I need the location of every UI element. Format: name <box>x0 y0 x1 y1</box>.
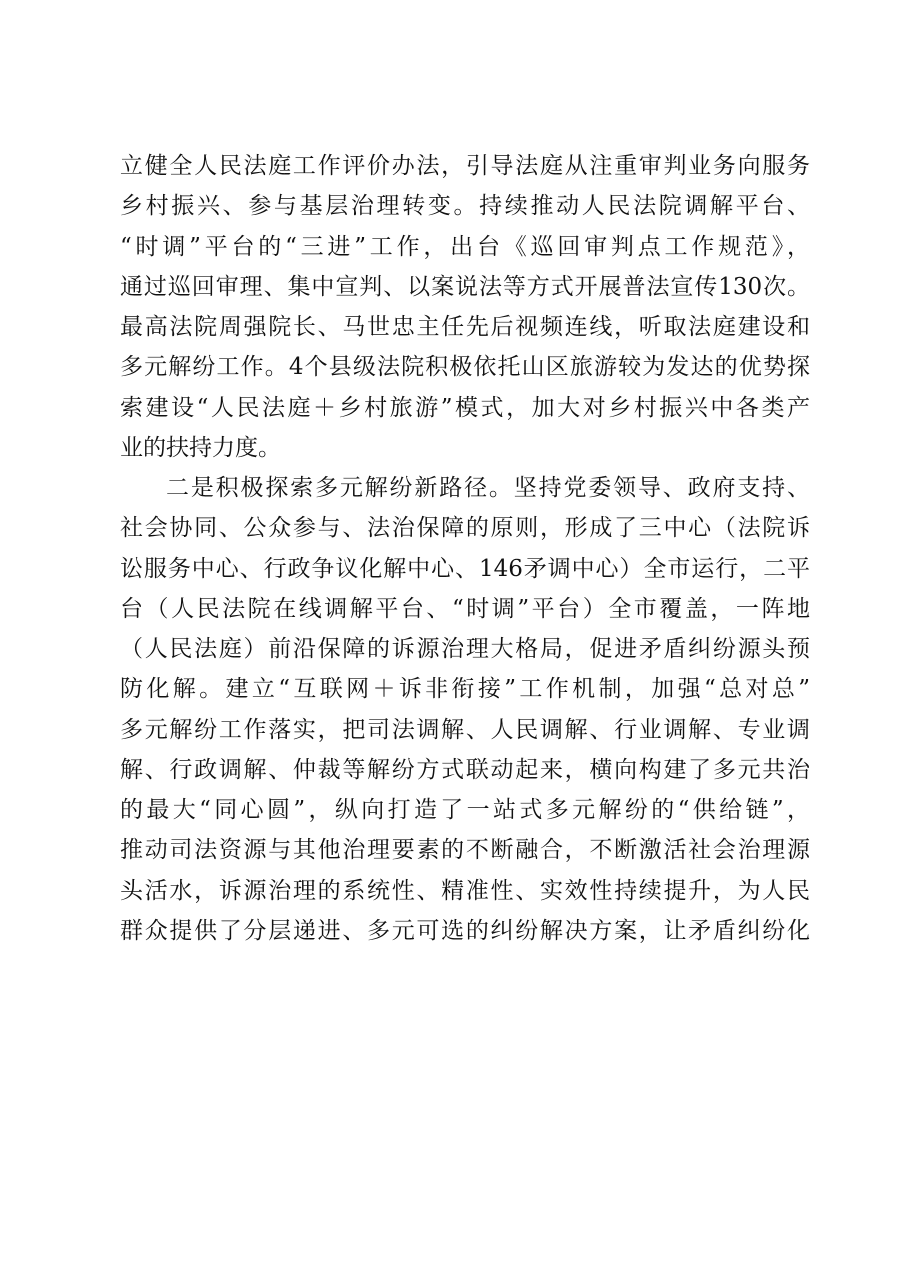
paragraph-line: 索建设“人民法庭＋乡村旅游”模式，加大对乡村振兴中各类产 <box>120 394 810 421</box>
paragraph-line: 最高法院周强院长、马世忠主任先后视频连线，听取法庭建设和 <box>120 314 810 340</box>
paragraph-1 <box>120 146 810 468</box>
paragraph-line: 二是积极探索多元解纷新路径。坚持党委领导、政府支持、 <box>166 475 810 501</box>
paragraph-line: 通过巡回审理、集中宣判、以案说法等方式开展普法宣传130次。 <box>120 273 810 300</box>
paragraph-line: 乡村振兴、参与基层治理转变。持续推动人民法院调解平台、 <box>120 193 810 220</box>
paragraph-line: 防化解。建立“互联网＋诉非衔接”工作机制，加强“总对总” <box>120 676 810 703</box>
paragraph-line: 讼服务中心、行政争议化解中心、146矛调中心）全市运行，二平 <box>120 555 810 582</box>
paragraph-2 <box>120 468 810 951</box>
paragraph-line: 多元解纷工作。4个县级法院积极依托山区旅游较为发达的优势探 <box>120 354 810 381</box>
paragraph-line: （人民法庭）前沿保障的诉源治理大格局，促进矛盾纠纷源头预 <box>120 636 810 662</box>
paragraph-line: 业的扶持力度。 <box>120 434 281 461</box>
paragraph-line: 推动司法资源与其他治理要素的不断融合，不断激活社会治理源 <box>120 837 810 864</box>
paragraph-line: 头活水，诉源治理的系统性、精准性、实效性持续提升，为人民 <box>120 877 810 904</box>
paragraph-line: 多元解纷工作落实，把司法调解、人民调解、行业调解、专业调 <box>120 716 810 743</box>
paragraph-line: “时调”平台的“三进”工作，出台《巡回审判点工作规范》， <box>120 233 810 260</box>
paragraph-line: 的最大“同心圆”，纵向打造了一站式多元解纷的“供给链”， <box>120 797 810 823</box>
paragraph-line: 立健全人民法庭工作评价办法，引导法庭从注重审判业务向服务 <box>120 153 810 179</box>
paragraph-line: 台（人民法院在线调解平台、“时调”平台）全市覆盖，一阵地 <box>120 595 810 622</box>
paragraph-line: 社会协同、公众参与、法治保障的原则，形成了三中心（法院诉 <box>120 515 810 542</box>
paragraph-line: 群众提供了分层递进、多元可选的纠纷解决方案，让矛盾纠纷化 <box>120 917 810 944</box>
paragraph-line: 解、行政调解、仲裁等解纷方式联动起来，横向构建了多元共治 <box>120 756 810 783</box>
document-body <box>120 146 810 951</box>
